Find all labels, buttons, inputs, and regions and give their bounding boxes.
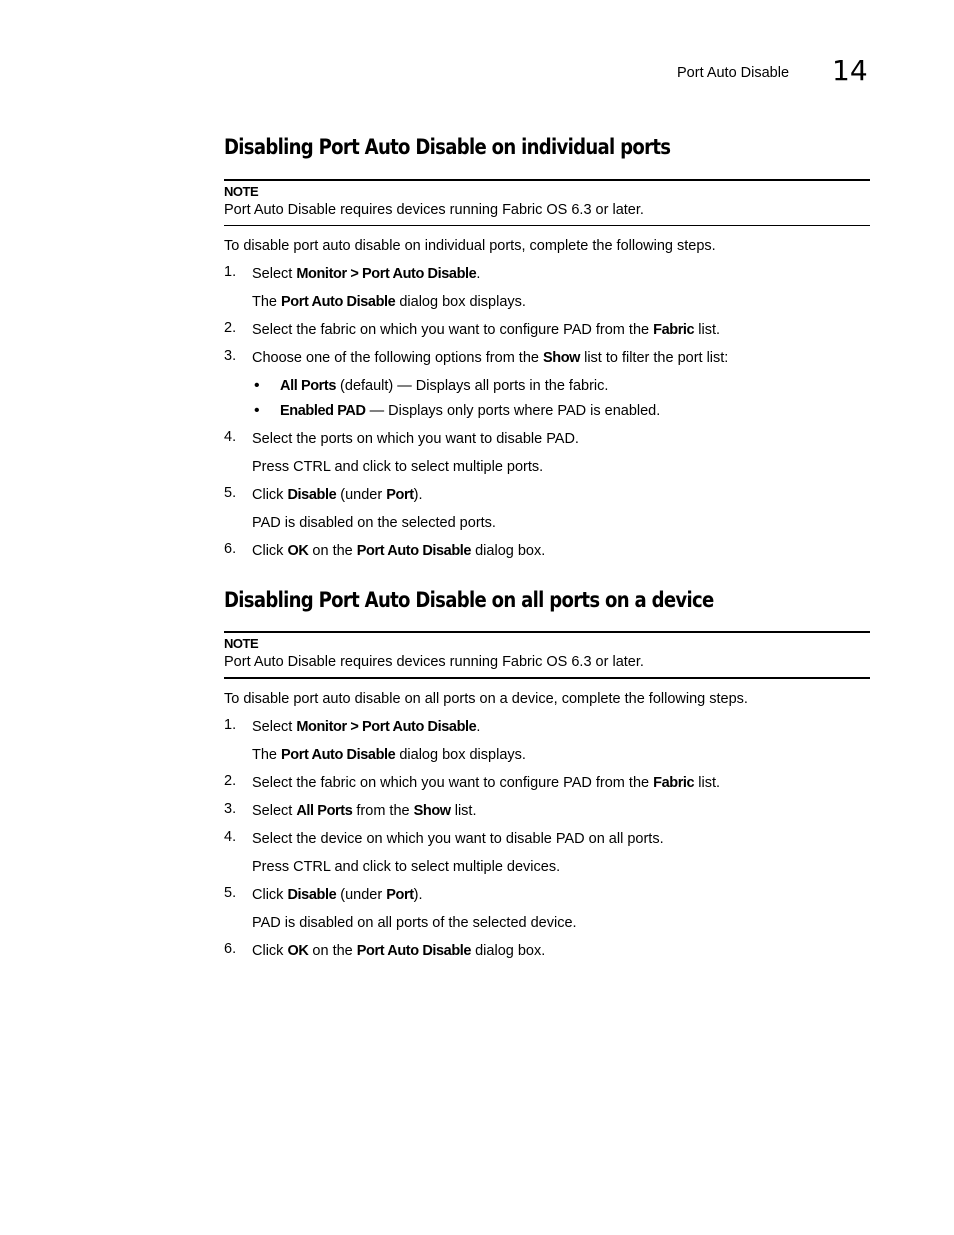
step-subtext: PAD is disabled on all ports of the selected device. xyxy=(252,915,577,931)
step-6 xyxy=(224,541,870,561)
note-text: Port Auto Disable requires devices running Fabric OS 6.3 or later. xyxy=(224,202,644,218)
step-number: 2. xyxy=(224,320,237,336)
ui-term-dialog: Port Auto Disable xyxy=(281,294,396,310)
step-subtext: dialog box displays. xyxy=(395,747,526,763)
step-text: list. xyxy=(694,775,721,791)
step-number: 6. xyxy=(224,541,237,557)
step-text: list. xyxy=(450,803,477,819)
step-text: dialog box. xyxy=(471,943,546,959)
step-number: 1. xyxy=(224,264,237,280)
step-4 xyxy=(224,829,870,877)
step-text: Click xyxy=(252,887,288,903)
ui-term-dialog: Port Auto Disable xyxy=(356,543,472,559)
step-text: Click xyxy=(252,543,288,559)
ui-term-show: Show xyxy=(542,350,581,366)
ui-term-all-ports: All Ports xyxy=(296,803,353,819)
step-3 xyxy=(224,801,870,821)
section-all-ports-device xyxy=(224,585,870,961)
step-number: 3. xyxy=(224,348,237,364)
step-text: on the xyxy=(308,543,357,559)
option-text: — Displays only ports where PAD is enabled. xyxy=(365,403,661,419)
step-text: ). xyxy=(413,887,423,903)
ui-term-port: Port xyxy=(386,487,414,503)
section-individual-ports xyxy=(224,132,870,561)
step-2 xyxy=(224,773,870,793)
ui-term-fabric: Fabric xyxy=(653,322,695,338)
step-text: . xyxy=(476,266,481,282)
step-text: Select the device on which you want to disable PAD on all ports. xyxy=(252,831,664,847)
ui-term-ok: OK xyxy=(287,543,309,559)
ui-term-disable: Disable xyxy=(287,887,337,903)
step-subtext: The xyxy=(252,747,282,763)
options-list xyxy=(252,376,870,421)
step-number: 4. xyxy=(224,429,237,445)
note-label: NOTE xyxy=(224,636,259,651)
step-text: Select the ports on which you want to disable PAD. xyxy=(252,431,579,447)
step-text: list. xyxy=(694,322,721,338)
step-text: Select the fabric on which you want to configure PAD from the xyxy=(252,322,654,338)
option-all-ports xyxy=(252,376,870,396)
step-subtext: dialog box displays. xyxy=(395,294,526,310)
step-number: 4. xyxy=(224,829,237,845)
note-box xyxy=(224,179,870,226)
step-subtext: Press CTRL and click to select multiple ports. xyxy=(252,459,544,475)
step-6 xyxy=(224,941,870,961)
ui-term-show: Show xyxy=(413,803,451,819)
step-subtext: Press CTRL and click to select multiple devices. xyxy=(252,859,561,875)
step-text: Click xyxy=(252,487,288,503)
option-enabled-pad xyxy=(252,401,870,421)
steps-list xyxy=(224,264,870,561)
ui-term-dialog: Port Auto Disable xyxy=(356,943,472,959)
step-text: list to filter the port list: xyxy=(580,350,729,366)
step-text: Select xyxy=(252,719,297,735)
step-text: . xyxy=(476,719,481,735)
note-box xyxy=(224,631,870,679)
note-text: Port Auto Disable requires devices running Fabric OS 6.3 or later. xyxy=(224,654,644,670)
ui-term-enabled-pad: Enabled PAD xyxy=(280,403,366,419)
steps-list xyxy=(224,717,870,961)
section-heading: Disabling Port Auto Disable on all ports on a device xyxy=(224,588,714,612)
step-text: Select the fabric on which you want to configure PAD from the xyxy=(252,775,654,791)
step-3 xyxy=(224,348,870,421)
ui-term-all-ports: All Ports xyxy=(280,378,337,394)
step-text: dialog box. xyxy=(471,543,546,559)
step-text: (under xyxy=(336,487,387,503)
step-text: ). xyxy=(413,487,423,503)
intro-text: To disable port auto disable on individual ports, complete the following steps. xyxy=(224,238,716,254)
option-text: (default) — Displays all ports in the fabric. xyxy=(336,378,609,394)
step-text: Choose one of the following options from the xyxy=(252,350,543,366)
ui-term-menu-path: Monitor > Port Auto Disable xyxy=(296,266,477,282)
ui-term-disable: Disable xyxy=(287,487,337,503)
step-2 xyxy=(224,320,870,340)
step-5 xyxy=(224,485,870,533)
step-1 xyxy=(224,717,870,765)
ui-term-ok: OK xyxy=(287,943,309,959)
bullet-icon: • xyxy=(254,377,260,394)
chapter-number: 14 xyxy=(832,54,868,87)
step-subtext: PAD is disabled on the selected ports. xyxy=(252,515,496,531)
step-number: 5. xyxy=(224,485,237,501)
ui-term-port: Port xyxy=(386,887,414,903)
step-text: Select xyxy=(252,266,297,282)
step-number: 3. xyxy=(224,801,237,817)
step-subtext: The xyxy=(252,294,282,310)
step-5 xyxy=(224,885,870,933)
step-text: Click xyxy=(252,943,288,959)
ui-term-dialog: Port Auto Disable xyxy=(281,747,396,763)
step-number: 1. xyxy=(224,717,237,733)
ui-term-fabric: Fabric xyxy=(653,775,695,791)
step-number: 2. xyxy=(224,773,237,789)
ui-term-menu-path: Monitor > Port Auto Disable xyxy=(296,719,477,735)
step-text: on the xyxy=(308,943,357,959)
intro-text: To disable port auto disable on all ports on a device, complete the following steps. xyxy=(224,691,748,707)
step-4 xyxy=(224,429,870,477)
section-heading: Disabling Port Auto Disable on individual ports xyxy=(224,135,671,159)
note-label: NOTE xyxy=(224,184,259,199)
step-number: 6. xyxy=(224,941,237,957)
bullet-icon: • xyxy=(254,402,260,419)
step-1 xyxy=(224,264,870,312)
step-text: Select xyxy=(252,803,297,819)
step-number: 5. xyxy=(224,885,237,901)
running-header-title: Port Auto Disable xyxy=(677,65,790,81)
step-text: (under xyxy=(336,887,387,903)
step-text: from the xyxy=(352,803,414,819)
